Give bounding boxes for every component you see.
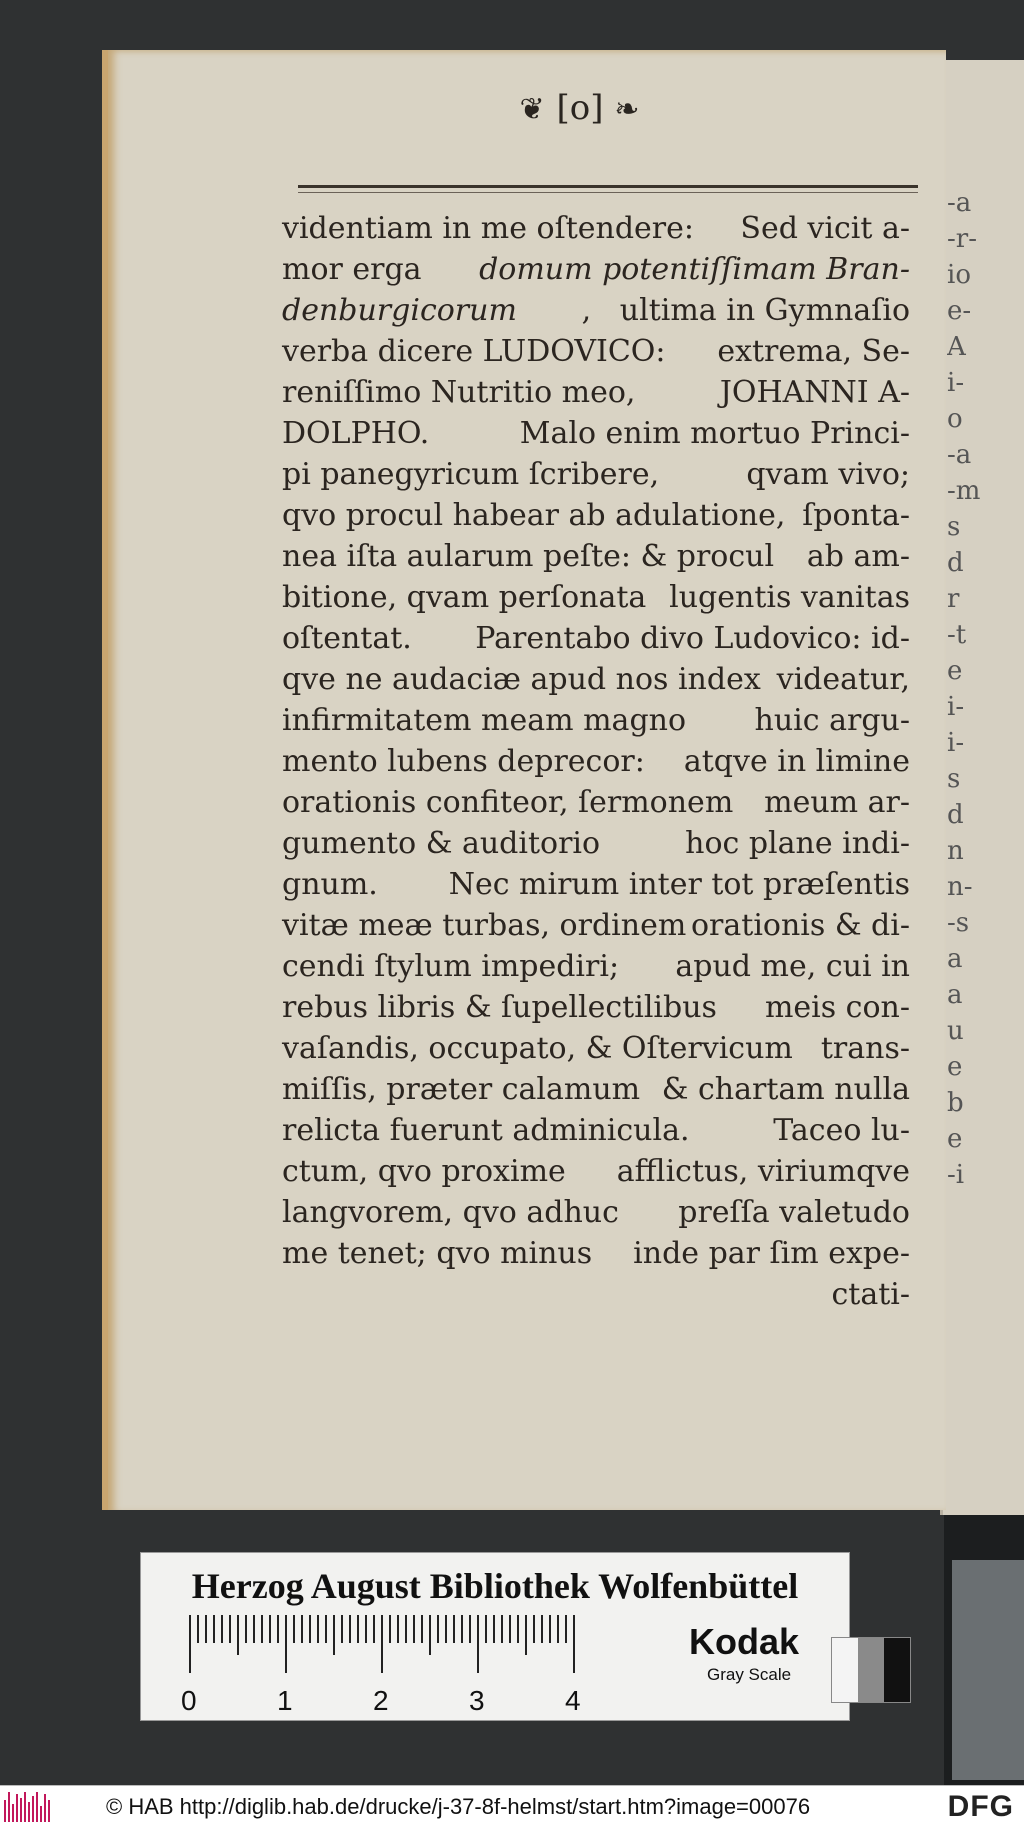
page-marker: [o] — [556, 88, 604, 128]
ruler-tick — [517, 1615, 519, 1643]
body-text — [282, 208, 910, 1315]
adjacent-text-fragment: -r- — [947, 226, 977, 252]
ruler-tick — [501, 1615, 503, 1643]
text-segment: videatur, — [776, 662, 910, 697]
text-segment: miſſis, præter calamum — [282, 1072, 641, 1107]
adjacent-text-fragment: u — [947, 1018, 964, 1044]
text-segment: mento lubens deprecor: — [282, 744, 645, 779]
text-segment: orationis & di- — [690, 908, 910, 943]
ruler-tick — [245, 1615, 247, 1643]
gray-patch — [858, 1638, 884, 1702]
ruler-number: 4 — [565, 1685, 581, 1716]
adjacent-text-fragment: -a — [947, 190, 972, 216]
barcode-bar — [8, 1792, 10, 1822]
ruler-tick — [373, 1615, 375, 1643]
source-url[interactable]: © HAB http://diglib.hab.de/drucke/j-37-8f-helmst/start.htm?image=00076 — [106, 1794, 811, 1819]
text-segment: Sed vicit a- — [740, 211, 910, 246]
ruler-tick — [277, 1615, 279, 1643]
adjacent-text-fragment: s — [947, 514, 961, 540]
gray-patch — [832, 1638, 858, 1702]
ruler-tick — [301, 1615, 303, 1643]
text-line — [282, 905, 910, 946]
text-line — [282, 741, 910, 782]
adjacent-text-fragment: s — [947, 766, 961, 792]
adjacent-text-fragment: d — [947, 550, 964, 576]
text-line — [282, 987, 910, 1028]
barcode-bar — [12, 1804, 14, 1822]
adjacent-text-fragment: d — [947, 802, 964, 828]
adjacent-text-fragment: io — [947, 262, 971, 288]
text-line — [282, 454, 910, 495]
ruler-tick — [293, 1615, 295, 1643]
ruler-tick — [453, 1615, 455, 1643]
adjacent-text-fragment: A — [947, 334, 966, 360]
adjacent-text-fragment: i- — [947, 730, 965, 756]
ruler-tick — [381, 1615, 383, 1673]
text-segment: , ultima in Gymnaſio — [581, 293, 910, 328]
text-segment: ſponta- — [802, 498, 910, 533]
text-segment: JOHANNI A- — [719, 375, 910, 410]
ruler-tick — [461, 1615, 463, 1643]
ornament-left-icon: ❦ — [519, 92, 546, 127]
text-segment: Nec mirum inter tot præſentis — [448, 867, 910, 902]
adjacent-text-fragment: e- — [947, 298, 972, 324]
adjacent-text-fragment: -t — [947, 622, 967, 648]
ruler-number: 2 — [373, 1685, 389, 1716]
adjacent-text-fragment: e — [947, 658, 963, 684]
ruler — [179, 1615, 667, 1716]
adjacent-text-fragment: n- — [947, 874, 973, 900]
adjacent-text-fragment: o — [947, 406, 963, 432]
ruler-tick — [573, 1615, 575, 1673]
text-line — [282, 290, 910, 331]
adjacent-text-fragment: i- — [947, 370, 965, 396]
ruler-tick — [197, 1615, 199, 1643]
ruler-tick — [565, 1615, 567, 1643]
gray-patch — [884, 1638, 910, 1702]
ruler-tick — [533, 1615, 535, 1643]
text-segment: infirmitatem meam magno — [282, 703, 687, 738]
text-segment: vaſandis, occupato, & Oſtervicum — [282, 1031, 793, 1066]
text-segment: bitione, qvam perſonata — [282, 580, 647, 615]
text-segment: qvam vivo; — [746, 457, 910, 492]
text-segment: rebus libris & ſupellectilibus — [282, 990, 717, 1025]
catchword — [282, 1274, 910, 1315]
adjacent-page-edge — [940, 60, 1024, 1515]
text-line — [282, 1110, 910, 1151]
text-segment: preſſa valetudo — [678, 1195, 910, 1230]
text-segment: ab am- — [806, 539, 910, 574]
text-segment: cendi ſtylum impediri; — [282, 949, 620, 984]
adjacent-text-fragment: n — [947, 838, 964, 864]
text-line — [282, 413, 910, 454]
ruler-number: 1 — [277, 1685, 293, 1716]
text-segment: nea iſta aularum peſte: & procul — [282, 539, 775, 574]
text-segment: gumento & auditorio — [282, 826, 601, 861]
ruler-tick — [285, 1615, 287, 1673]
text-segment: domum potentiſſimam Bran- — [479, 252, 910, 287]
ruler-tick — [205, 1615, 207, 1643]
ruler-tick — [325, 1615, 327, 1643]
text-segment: & chartam nulla — [661, 1072, 910, 1107]
ruler-tick — [341, 1615, 343, 1643]
ruler-tick — [357, 1615, 359, 1643]
ruler-tick — [189, 1615, 191, 1673]
text-segment: inde par ſim expe- — [633, 1236, 910, 1271]
text-line — [282, 495, 910, 536]
ruler-tick — [413, 1615, 415, 1643]
text-segment: Malo enim mortuo Princi- — [519, 416, 910, 451]
scale-card — [140, 1552, 850, 1721]
text-segment: Parentabo divo Ludovico: id- — [475, 621, 910, 656]
text-line — [282, 1233, 910, 1274]
ruler-tick — [269, 1615, 271, 1643]
text-segment: ctum, qvo proxime — [282, 1154, 566, 1189]
ruler-tick — [309, 1615, 311, 1643]
adjacent-text-fragment: b — [947, 1090, 964, 1116]
barcode-bar — [4, 1800, 6, 1822]
text-segment: relicta fuerunt adminicula. — [282, 1113, 690, 1148]
text-line — [282, 1069, 910, 1110]
text-segment: DOLPHO. — [282, 416, 430, 451]
ruler-tick — [485, 1615, 487, 1643]
text-segment: reniſſimo Nutritio meo, — [282, 375, 636, 410]
text-line — [282, 249, 910, 290]
text-segment: Taceo lu- — [773, 1113, 910, 1148]
barcode-bar — [20, 1798, 22, 1822]
text-line — [282, 659, 910, 700]
ruler-tick — [421, 1615, 423, 1643]
ruler-tick — [261, 1615, 263, 1643]
ruler-tick — [365, 1615, 367, 1643]
ruler-tick — [397, 1615, 399, 1643]
library-name: Herzog August Bibliothek Wolfenbüttel — [191, 1566, 799, 1606]
adjacent-text-fragment: e — [947, 1126, 963, 1152]
text-segment: vitæ meæ turbas, ordinem — [282, 908, 687, 943]
barcode-bar — [16, 1794, 18, 1822]
kodak-logo: Kodak — [689, 1621, 800, 1662]
text-line — [282, 1192, 910, 1233]
text-segment: huic argu- — [754, 703, 910, 738]
text-line — [282, 864, 910, 905]
text-segment: videntiam in me oſtendere: — [282, 211, 694, 246]
ruler-number: 3 — [469, 1685, 485, 1716]
adjacent-text-fragment: -a — [947, 442, 972, 468]
ruler-tick — [477, 1615, 479, 1673]
ornament-right-icon: ❧ — [614, 92, 641, 127]
text-segment: atqve in limine — [683, 744, 910, 779]
ruler-tick — [557, 1615, 559, 1643]
adjacent-text-fragment: -i — [947, 1162, 965, 1188]
text-line — [282, 1028, 910, 1069]
ruler-tick — [541, 1615, 543, 1643]
text-line — [282, 372, 910, 413]
barcode-bar — [36, 1792, 38, 1822]
text-line — [282, 782, 910, 823]
text-segment: denburgicorum — [282, 293, 517, 328]
header-rule-thin — [298, 192, 918, 193]
adjacent-text-fragment: -s — [947, 910, 970, 936]
barcode-bar — [28, 1802, 30, 1822]
text-segment: mor erga — [282, 252, 432, 287]
adjacent-text-fragment: e — [947, 1054, 963, 1080]
barcode-bar — [40, 1806, 42, 1822]
gray-swatch — [831, 1637, 911, 1703]
adjacent-text-fragment: a — [947, 982, 963, 1008]
ruler-tick — [229, 1615, 231, 1643]
text-segment: me tenet; qvo minus — [282, 1236, 593, 1271]
text-segment: langvorem, qvo adhuc — [282, 1195, 619, 1230]
ruler-tick — [317, 1615, 319, 1643]
text-line — [282, 331, 910, 372]
ruler-tick — [429, 1615, 431, 1655]
ruler-tick — [349, 1615, 351, 1643]
barcode-bar — [24, 1792, 26, 1822]
ruler-tick — [525, 1615, 527, 1655]
text-line — [282, 208, 910, 249]
text-segment: meum ar- — [764, 785, 910, 820]
text-line — [282, 618, 910, 659]
text-segment: pi panegyricum ſcribere, — [282, 457, 660, 492]
text-segment: afflictus, viriumqve — [616, 1154, 910, 1189]
text-segment: hoc plane indi- — [685, 826, 910, 861]
text-segment: meis con- — [764, 990, 910, 1025]
ruler-tick — [493, 1615, 495, 1643]
text-line — [282, 536, 910, 577]
text-segment: qve ne audaciæ apud nos index — [282, 662, 761, 697]
adjacent-card-edge — [952, 1560, 1024, 1780]
ruler-tick — [333, 1615, 335, 1655]
text-line — [282, 823, 910, 864]
page-header — [440, 88, 720, 128]
ruler-tick — [389, 1615, 391, 1643]
barcode-icon — [4, 1792, 52, 1822]
footer-bar — [0, 1785, 1024, 1828]
adjacent-text-fragment: r — [947, 586, 960, 612]
text-segment: oſtentat. — [282, 621, 412, 656]
ruler-tick — [221, 1615, 223, 1643]
gray-scale-label: Gray Scale — [707, 1665, 792, 1684]
ruler-tick — [445, 1615, 447, 1643]
text-segment: verba dicere LUDOVICO: — [282, 334, 666, 369]
adjacent-text-fragment: a — [947, 946, 963, 972]
ruler-tick — [405, 1615, 407, 1643]
text-segment: apud me, cui in — [675, 949, 910, 984]
ruler-number: 0 — [181, 1685, 197, 1716]
text-segment: gnum. — [282, 867, 378, 902]
barcode-bar — [32, 1796, 34, 1822]
catchword-text: ctati- — [831, 1277, 910, 1312]
text-line — [282, 577, 910, 618]
header-rule — [298, 185, 918, 188]
ruler-tick — [509, 1615, 511, 1643]
text-segment: lugentis vanitas — [669, 580, 910, 615]
ruler-tick — [469, 1615, 471, 1643]
ruler-tick — [549, 1615, 551, 1643]
ruler-tick — [213, 1615, 215, 1643]
text-segment: extrema, Se- — [717, 334, 910, 369]
barcode-bar — [44, 1794, 46, 1822]
ruler-tick — [237, 1615, 239, 1655]
text-line — [282, 1151, 910, 1192]
text-line — [282, 700, 910, 741]
adjacent-text-fragment: -m — [947, 478, 981, 504]
text-segment: orationis confiteor, ſermonem — [282, 785, 734, 820]
dfg-logo: DFG — [947, 1790, 1014, 1823]
text-segment: qvo procul habear ab adulatione, — [282, 498, 786, 533]
adjacent-text-fragment: i- — [947, 694, 965, 720]
ruler-tick — [437, 1615, 439, 1643]
text-segment: trans- — [820, 1031, 910, 1066]
ruler-tick — [253, 1615, 255, 1643]
text-line — [282, 946, 910, 987]
barcode-bar — [48, 1800, 50, 1822]
